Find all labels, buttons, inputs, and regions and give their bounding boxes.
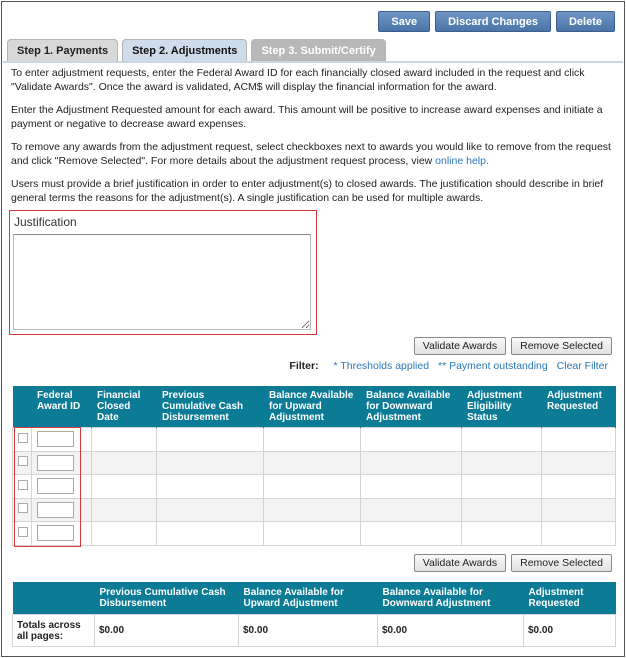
table-cell bbox=[542, 451, 616, 475]
instruction-paragraph-2: Enter the Adjustment Requested amount for each award. This amount will be positive to increase award expenses and initiate a payment or negative to decrease award expenses. bbox=[11, 104, 603, 130]
table-cell bbox=[361, 475, 462, 499]
table-cell bbox=[264, 428, 361, 452]
award-id-header: Federal Award ID bbox=[32, 386, 92, 428]
table-cell bbox=[542, 475, 616, 499]
totals-label-header bbox=[13, 582, 95, 615]
table-cell bbox=[92, 522, 157, 546]
validate-awards-button[interactable]: Validate Awards bbox=[414, 337, 506, 355]
award-id-cell bbox=[32, 475, 92, 499]
totals-row-label: Totals across all pages: bbox=[13, 615, 95, 647]
instruction-paragraph-4: Users must provide a brief justification in order to enter adjustment(s) to closed awards. The justification should describe in brief general terms the reasons for the adjustment(s). A single justification can be used for multiple awards. bbox=[11, 178, 604, 204]
instruction-paragraph-1: To enter adjustment requests, enter the Federal Award ID for each financially closed award included in the request and click "Validate Awards". Once the award is validated, ACM$ will display the financial information for the award. bbox=[11, 67, 585, 93]
select-column-header bbox=[13, 386, 32, 428]
row-select-cell bbox=[13, 428, 32, 452]
adjustment-requested-header: Adjustment Requested bbox=[542, 386, 616, 428]
award-id-cell bbox=[32, 522, 92, 546]
remove-selected-button-bottom[interactable]: Remove Selected bbox=[511, 554, 612, 572]
table-cell bbox=[542, 522, 616, 546]
table-cell bbox=[157, 475, 264, 499]
save-button[interactable]: Save bbox=[378, 11, 430, 32]
table-header-row bbox=[13, 386, 616, 428]
instruction-paragraph-3-text: To remove any awards from the adjustment request, select checkboxes next to awards you would like to remove from the request and click "Remove Selected". For more details about the adjustment request process, view bbox=[11, 141, 611, 167]
award-id-cell bbox=[32, 498, 92, 522]
award-id-input[interactable] bbox=[37, 431, 74, 447]
balance-upward-header: Balance Available for Upward Adjustment bbox=[264, 386, 361, 428]
remove-selected-button[interactable]: Remove Selected bbox=[511, 337, 612, 355]
tab-divider bbox=[3, 61, 623, 63]
award-id-cell bbox=[32, 451, 92, 475]
tab-step-2-adjustments[interactable]: Step 2. Adjustments bbox=[122, 39, 247, 61]
table-cell bbox=[157, 498, 264, 522]
justification-section bbox=[9, 210, 317, 335]
row-checkbox[interactable] bbox=[18, 503, 28, 513]
row-checkbox[interactable] bbox=[18, 433, 28, 443]
table-cell bbox=[462, 428, 542, 452]
table-cell bbox=[462, 522, 542, 546]
award-id-input[interactable] bbox=[37, 525, 74, 541]
thresholds-applied-filter[interactable]: * Thresholds applied bbox=[333, 360, 430, 372]
table-row bbox=[13, 522, 616, 546]
totals-prev-cumulative-value: $0.00 bbox=[95, 615, 239, 647]
clear-filter-link[interactable]: Clear Filter bbox=[556, 360, 608, 372]
totals-balance-downward-header: Balance Available for Downward Adjustment bbox=[378, 582, 524, 615]
table-cell bbox=[92, 498, 157, 522]
totals-header-row bbox=[13, 582, 616, 615]
balance-downward-header: Balance Available for Downward Adjustment bbox=[361, 386, 462, 428]
filter-bar bbox=[289, 360, 608, 372]
totals-balance-upward-header: Balance Available for Upward Adjustment bbox=[239, 582, 378, 615]
row-checkbox[interactable] bbox=[18, 456, 28, 466]
table-cell bbox=[361, 451, 462, 475]
delete-button[interactable]: Delete bbox=[556, 11, 615, 32]
table-cell bbox=[264, 451, 361, 475]
row-select-cell bbox=[13, 475, 32, 499]
table-row bbox=[13, 428, 616, 452]
validate-awards-button-bottom[interactable]: Validate Awards bbox=[414, 554, 506, 572]
tab-step-1-payments[interactable]: Step 1. Payments bbox=[7, 39, 118, 61]
top-action-buttons bbox=[414, 337, 612, 355]
table-cell bbox=[157, 522, 264, 546]
online-help-link[interactable]: online help. bbox=[435, 155, 489, 167]
page-frame bbox=[1, 1, 625, 657]
toolbar bbox=[378, 11, 615, 32]
filter-label: Filter: bbox=[289, 360, 319, 372]
totals-row bbox=[13, 615, 616, 647]
table-cell bbox=[92, 428, 157, 452]
instructions bbox=[11, 66, 615, 214]
award-id-input[interactable] bbox=[37, 502, 74, 518]
table-cell bbox=[361, 428, 462, 452]
table-cell bbox=[542, 498, 616, 522]
payment-outstanding-filter[interactable]: ** Payment outstanding bbox=[437, 360, 548, 372]
award-id-input[interactable] bbox=[37, 455, 74, 471]
table-cell bbox=[264, 522, 361, 546]
award-id-input[interactable] bbox=[37, 478, 74, 494]
table-row bbox=[13, 498, 616, 522]
table-cell bbox=[361, 498, 462, 522]
eligibility-status-header: Adjustment Eligibility Status bbox=[462, 386, 542, 428]
table-cell bbox=[542, 428, 616, 452]
table-cell bbox=[462, 451, 542, 475]
totals-table bbox=[12, 582, 616, 647]
row-select-cell bbox=[13, 522, 32, 546]
table-cell bbox=[92, 475, 157, 499]
adjustments-table bbox=[12, 386, 616, 546]
totals-balance-upward-value: $0.00 bbox=[239, 615, 378, 647]
instruction-paragraph-3 bbox=[11, 140, 615, 168]
row-select-cell bbox=[13, 498, 32, 522]
award-id-cell bbox=[32, 428, 92, 452]
totals-prev-cumulative-header: Previous Cumulative Cash Disbursement bbox=[95, 582, 239, 615]
table-cell bbox=[361, 522, 462, 546]
table-cell bbox=[92, 451, 157, 475]
discard-changes-button[interactable]: Discard Changes bbox=[435, 11, 551, 32]
table-row bbox=[13, 451, 616, 475]
closed-date-header: Financial Closed Date bbox=[92, 386, 157, 428]
table-cell bbox=[264, 475, 361, 499]
tab-step-3-submit-certify[interactable]: Step 3. Submit/Certify bbox=[251, 39, 385, 61]
step-tabs bbox=[7, 39, 386, 61]
row-select-cell bbox=[13, 451, 32, 475]
table-cell bbox=[462, 475, 542, 499]
table-row bbox=[13, 475, 616, 499]
table-cell bbox=[264, 498, 361, 522]
row-checkbox[interactable] bbox=[18, 480, 28, 490]
justification-label: Justification bbox=[14, 215, 77, 229]
totals-requested-value: $0.00 bbox=[524, 615, 616, 647]
table-cell bbox=[462, 498, 542, 522]
bottom-action-buttons bbox=[414, 554, 612, 572]
table-cell bbox=[157, 451, 264, 475]
totals-balance-downward-value: $0.00 bbox=[378, 615, 524, 647]
totals-requested-header: Adjustment Requested bbox=[524, 582, 616, 615]
prev-cumulative-header: Previous Cumulative Cash Disbursement bbox=[157, 386, 264, 428]
table-cell bbox=[157, 428, 264, 452]
justification-textarea[interactable] bbox=[13, 234, 311, 330]
row-checkbox[interactable] bbox=[18, 527, 28, 537]
